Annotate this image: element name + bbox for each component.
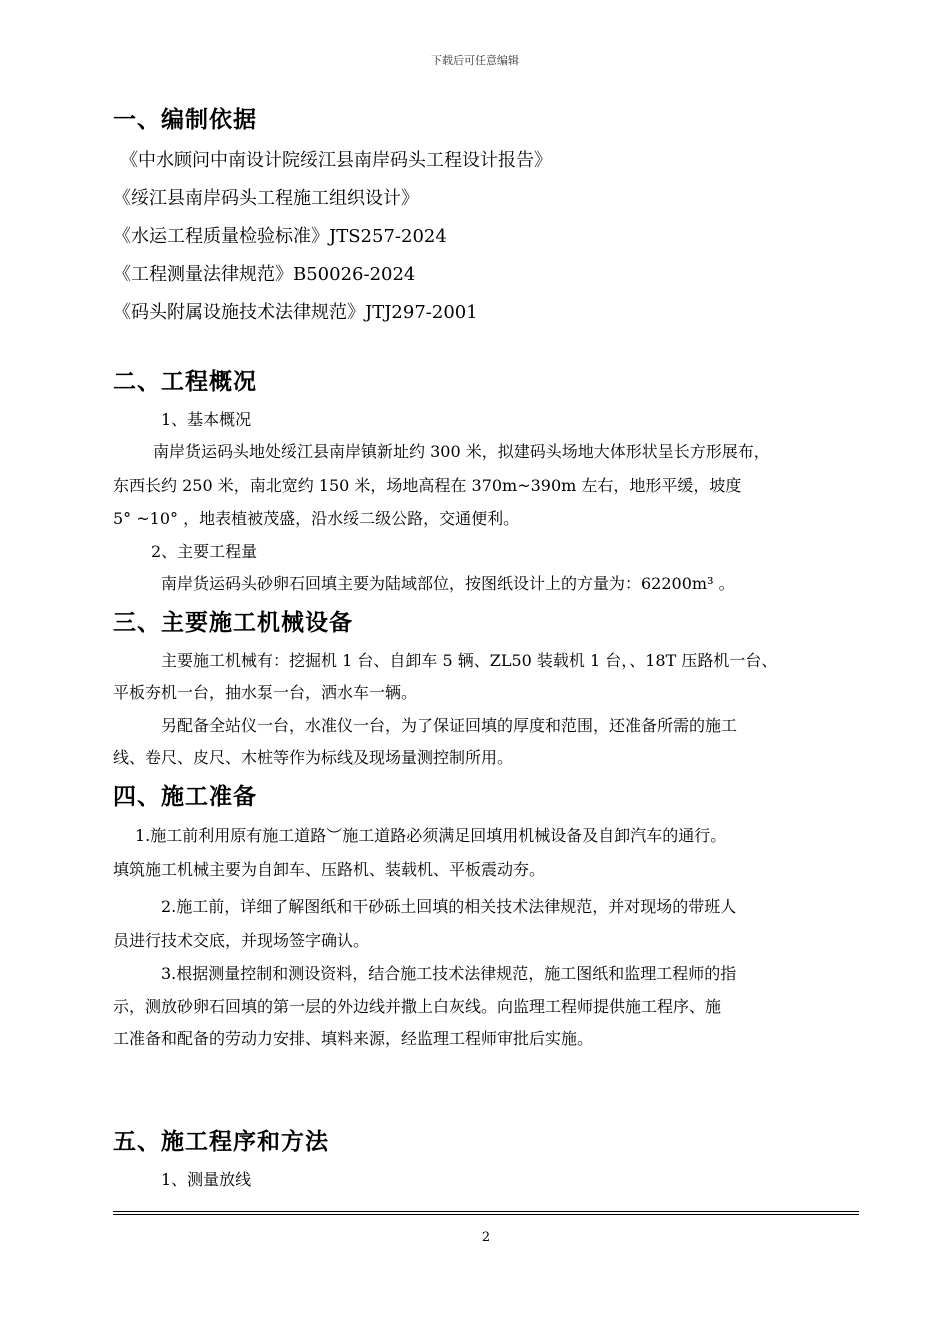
paragraph-line: 主要施工机械有：挖掘机 1 台、自卸车 5 辆、ZL50 装载机 1 台，、18T 压路机一台、 [161, 651, 778, 670]
paragraph-line: 南岸货运码头砂卵石回填主要为陆域部位，按图纸设计上的方量为：62200m³ 。 [161, 574, 735, 593]
subheading: 2、主要工程量 [151, 542, 258, 561]
section-heading-1: 一、编制依据 [113, 107, 257, 133]
paragraph-line: 3.根据测量控制和测设资料，结合施工技术法律规范，施工图纸和监理工程师的指 [161, 964, 737, 983]
paragraph-line: 1.施工前利用原有施工道路︶施工道路必须满足回填用机械设备及自卸汽车的通行。 [135, 826, 727, 845]
paragraph-line: 东西长约 250 米，南北宽约 150 米，场地高程在 370m~390m 左右，地形平缓，坡度 [113, 476, 742, 495]
paragraph-line: 5° ~10° ，地表植被茂盛，沿水绥二级公路，交通便利。 [113, 509, 520, 528]
subheading: 1、基本概况 [161, 410, 252, 429]
paragraph-line: 2.施工前，详细了解图纸和干砂砾土回填的相关技术法律规范，并对现场的带班人 [161, 897, 737, 916]
section-heading-3: 三、主要施工机械设备 [113, 610, 353, 636]
paragraph-line: 平板夯机一台，抽水泵一台，洒水车一辆。 [113, 683, 418, 702]
reference-item: 《绥江县南岸码头工程施工组织设计》 [113, 188, 419, 209]
paragraph-line: 另配备全站仪一台，水准仪一台，为了保证回填的厚度和范围，还准备所需的施工 [161, 716, 738, 735]
paragraph-line: 南岸货运码头地处绥江县南岸镇新址约 300 米，拟建码头场地大体形状呈长方形展布， [153, 442, 770, 461]
subheading: 1、测量放线 [161, 1170, 252, 1189]
section-heading-4: 四、施工准备 [113, 784, 257, 810]
page-number: 2 [481, 1230, 491, 1245]
section-heading-2: 二、工程概况 [113, 369, 257, 395]
footer-rule [113, 1214, 859, 1215]
paragraph-line: 员进行技术交底，并现场签字确认。 [113, 931, 370, 950]
footer-rule [113, 1211, 859, 1212]
paragraph-line: 工准备和配备的劳动力安排、填料来源，经监理工程师审批后实施。 [113, 1029, 594, 1048]
reference-item: 《水运工程质量检验标准》JTS257-2024 [113, 226, 447, 247]
paragraph-line: 示，测放砂卵石回填的第一层的外边线并撒上白灰线。向监理工程师提供施工程序、施 [113, 997, 722, 1016]
reference-item: 《工程测量法律规范》B50026-2024 [113, 264, 416, 285]
paragraph-line: 填筑施工机械主要为自卸车、压路机、装载机、平板震动夯。 [113, 860, 546, 879]
reference-item: 《中水顾问中南设计院绥江县南岸码头工程设计报告》 [120, 150, 552, 171]
paragraph-line: 线、卷尺、皮尺、木桩等作为标线及现场量测控制所用。 [113, 748, 514, 767]
section-heading-5: 五、施工程序和方法 [113, 1129, 329, 1155]
reference-item: 《码头附属设施技术法律规范》JTJ297-2001 [113, 302, 478, 323]
page-header: 下载后可任意编辑 [431, 54, 519, 67]
